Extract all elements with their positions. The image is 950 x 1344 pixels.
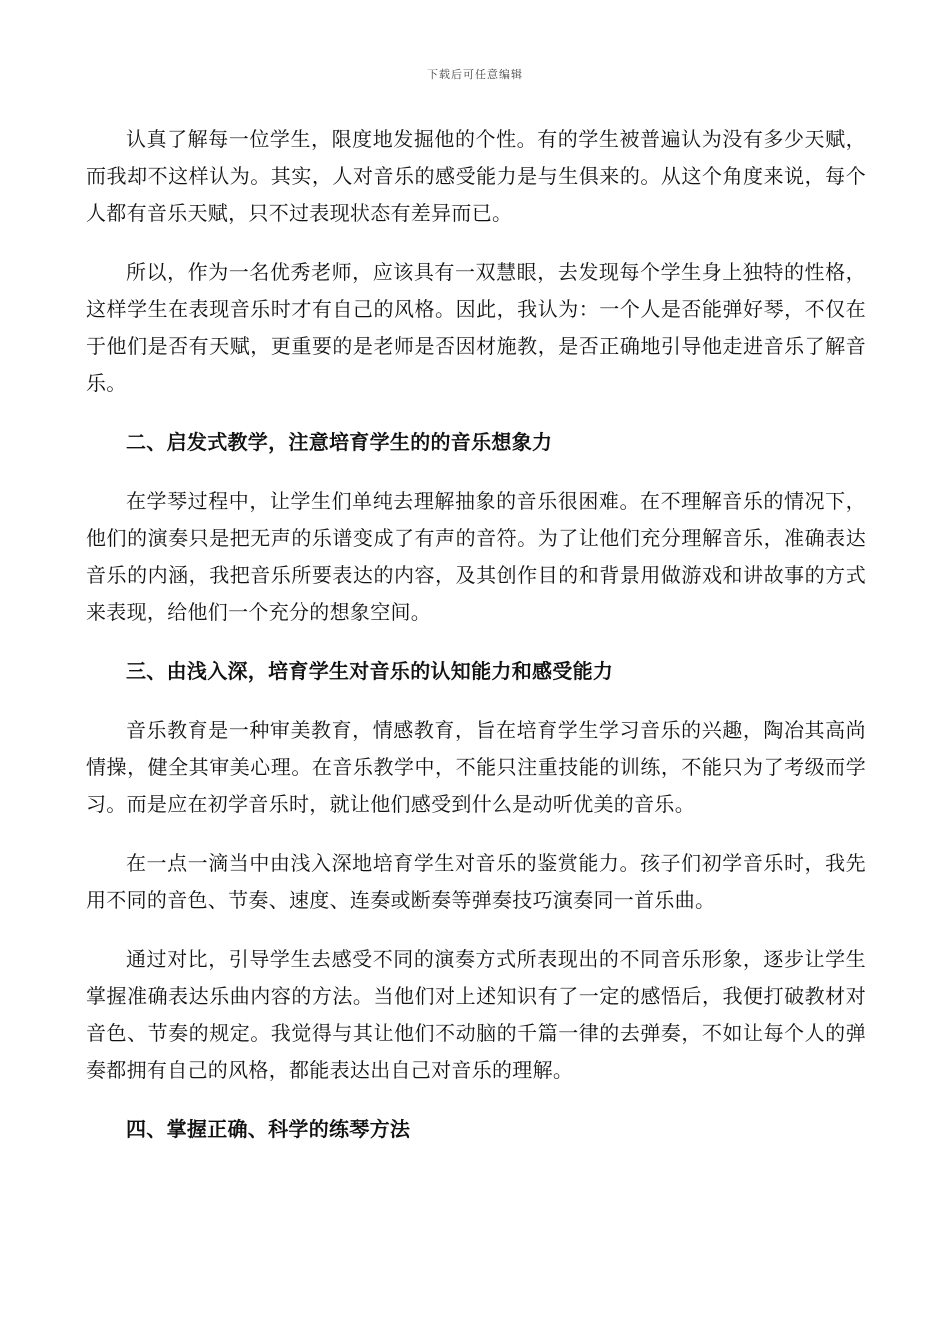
section-heading-4: 四、掌握正确、科学的练琴方法 [126,1117,411,1141]
paragraph-3: 在学琴过程中，让学生们单纯去理解抽象的音乐很困难。在不理解音乐的情况下，他们的演奏只是把无声的乐谱变成了有声的音符。为了让他们充分理解音乐，准确表达音乐的内涵，我把音乐所要表达的内容，及其创作目的和背景用做游戏和讲故事的方式来表现，给他们一个充分的想象空间。 [86,489,866,624]
paragraph-1: 认真了解每一位学生，限度地发掘他的个性。有的学生被普遍认为没有多少天赋，而我却不这样认为。其实，人对音乐的感受能力是与生俱来的。从这个角度来说，每个人都有音乐天赋，只不过表现状态有差异而已。 [86,127,866,225]
header-note: 下载后可任意编辑 [427,68,523,81]
document-body [86,121,866,1170]
section-heading-2: 二、启发式教学，注意培育学生的的音乐想象力 [126,430,553,454]
paragraph-5: 在一点一滴当中由浅入深地培育学生对音乐的鉴赏能力。孩子们初学音乐时，我先用不同的音色、节奏、速度、连奏或断奏等弹奏技巧演奏同一首乐曲。 [86,851,866,912]
paragraph-4: 音乐教育是一种审美教育，情感教育，旨在培育学生学习音乐的兴趣，陶冶其高尚情操，健全其审美心理。在音乐教学中，不能只注重技能的训练，不能只为了考级而学习。而是应在初学音乐时，就让他们感受到什么是动听优美的音乐。 [86,718,866,816]
paragraph-2: 所以，作为一名优秀老师，应该具有一双慧眼，去发现每个学生身上独特的性格，这样学生在表现音乐时才有自己的风格。因此，我认为：一个人是否能弹好琴，不仅在于他们是否有天赋，更重要的是老师是否因材施教，是否正确地引导他走进音乐了解音乐。 [86,260,866,395]
paragraph-6: 通过对比，引导学生去感受不同的演奏方式所表现出的不同音乐形象，逐步让学生掌握准确表达乐曲内容的方法。当他们对上述知识有了一定的感悟后，我便打破教材对音色、节奏的规定。我觉得与其让他们不动脑的千篇一律的去弹奏，不如让每个人的弹奏都拥有自己的风格，都能表达出自己对音乐的理解。 [86,947,866,1082]
section-heading-3: 三、由浅入深，培育学生对音乐的认知能力和感受能力 [126,659,614,683]
